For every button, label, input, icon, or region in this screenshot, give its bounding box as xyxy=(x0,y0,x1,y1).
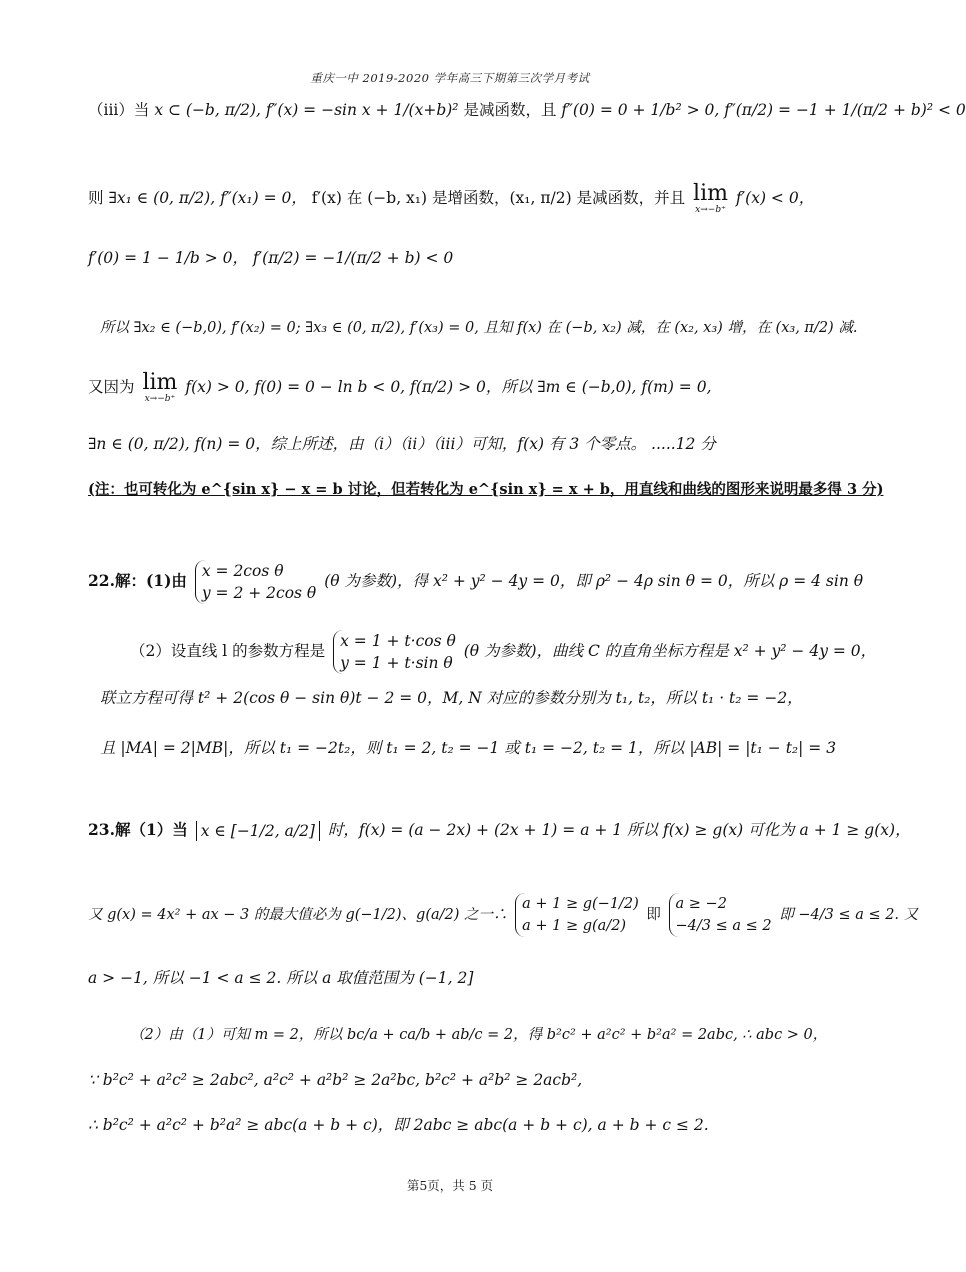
q23d-text: （2）由（1）可知 m = 2，所以 bc/a + ca/b + ab/c = 2，得 b²c² + a²c² + b²a² = 2abc, ∴ abc > 0， xyxy=(130,1027,828,1043)
q23-lead: 23.解（1）当 xyxy=(88,820,188,839)
text-line-fprime xyxy=(88,248,818,268)
q22-system: x = 2cos θ y = 2 + 2cos θ xyxy=(195,560,316,604)
iii-math: x ⊂ (−b, π/2), f″(x) = −sin x + 1/(x+b)² xyxy=(154,101,459,119)
q22d-text: 且 |MA| = 2|MB|，所以 t₁ = −2t₂，则 t₁ = 2, t₂ = −1 或 t₁ = −2, t₂ = 1，所以 |AB| = |t₁ − t₂| = 3 xyxy=(100,739,837,757)
q23-line-1 xyxy=(88,820,911,841)
limit-end: f(x) > 0, f(0) = 0 − ln b < 0, f(π/2) > 0，所以 ∃m ∈ (−b,0), f(m) = 0, xyxy=(185,378,712,396)
q23-end: 时，f(x) = (a − 2x) + (2x + 1) = a + 1 所以 f(x) ≥ g(x) 可化为 a + 1 ≥ g(x)， xyxy=(327,821,911,839)
limit-symbol: lim x→−b⁺ xyxy=(693,181,728,215)
q23-line-3 xyxy=(88,968,818,988)
q22b-end: (θ 为参数)，曲线 C 的直角坐标方程是 x² + y² − 4y = 0， xyxy=(463,642,877,660)
q23b-system-2: a ≥ −2 −4/3 ≤ a ≤ 2 xyxy=(669,893,772,937)
q23b-mid: 即 xyxy=(646,907,661,923)
q23b-system: a + 1 ≥ g(−1/2) a + 1 ≥ g(a/2) xyxy=(515,893,639,937)
limit-symbol-2: lim x→−b⁺ xyxy=(142,370,178,404)
x1-lead: 则 xyxy=(88,189,104,207)
q22-line-3 xyxy=(100,688,830,708)
q23-line-6 xyxy=(88,1115,818,1135)
q22-line-1 xyxy=(88,560,864,604)
x1-math: ∃x₁ ∈ (0, π/2), f″(x₁) = 0， xyxy=(108,189,307,207)
q22b-lead: （2）设直线 l 的参数方程是 xyxy=(130,642,326,660)
q23-interval: x ∈ [−1/2, a/2] xyxy=(196,821,320,841)
text-line-iii xyxy=(88,100,966,120)
q22b-system: x = 1 + t·cos θ y = 1 + t·sin θ xyxy=(333,630,456,674)
text-line-n xyxy=(88,434,818,454)
limit-lead: 又因为 xyxy=(88,378,135,396)
x1-mid: f′(x) 在 (−b, x₁) 是增函数，(x₁, π/2) 是减函数，并且 xyxy=(311,189,686,207)
note-line xyxy=(88,480,884,500)
page-footer: 第5页，共 5 页 xyxy=(406,1178,494,1193)
q23b-end: 即 −4/3 ≤ a ≤ 2. 又 xyxy=(779,907,919,923)
q23-line-2 xyxy=(88,893,919,937)
q22-end: (θ 为参数)，得 x² + y² − 4y = 0，即 ρ² − 4ρ sin θ = 0，所以 ρ = 4 sin θ xyxy=(324,572,864,590)
q23c-text: a > −1, 所以 −1 < a ≤ 2. 所以 a 取值范围为 (−1, 2] xyxy=(88,969,474,987)
x1-end: f′(x) < 0， xyxy=(735,189,815,207)
iii-lead: （iii）当 xyxy=(88,101,150,119)
q22-line-2 xyxy=(130,630,877,674)
q23-line-5 xyxy=(88,1070,818,1090)
text-line-x2x3 xyxy=(100,318,858,338)
page-header: 重庆一中 2019-2020 学年高三下期第三次学月考试 xyxy=(310,71,590,85)
q22c-text: 联立方程可得 t² + 2(cos θ − sin θ)t − 2 = 0，M, N 对应的参数分别为 t₁, t₂，所以 t₁ · t₂ = −2， xyxy=(100,689,803,707)
q22-line-4 xyxy=(100,738,837,758)
q22-lead: 22.解：(1)由 xyxy=(88,571,187,590)
q23e-text: ∵ b²c² + a²c² ≥ 2abc², a²c² + a²b² ≥ 2a²bc, b²c² + a²b² ≥ 2acb², xyxy=(88,1071,583,1089)
text-line-x1 xyxy=(88,183,818,215)
q23-line-4 xyxy=(130,1025,860,1045)
n-text: ∃n ∈ (0, π/2), f(n) = 0，综上所述，由（i）（ii）（iii）可知，f(x) 有 3 个零点。 .....12 分 xyxy=(88,435,716,453)
fprime-math: f′(0) = 1 − 1/b > 0， f′(π/2) = −1/(π/2 + b) < 0 xyxy=(88,249,454,267)
text-line-limit xyxy=(88,372,818,404)
x2x3-text: 所以 ∃x₂ ∈ (−b,0), f′(x₂) = 0; ∃x₃ ∈ (0, π/2), f′(x₃) = 0, 且知 f(x) 在 (−b, x₂) 减，在 (x₂, x₃) 增，在 (x₃, π/2) 减. xyxy=(100,320,858,336)
q23f-text: ∴ b²c² + a²c² + b²a² ≥ abc(a + b + c)，即 2abc ≥ abc(a + b + c), a + b + c ≤ 2. xyxy=(88,1116,709,1134)
iii-mid: 是减函数，且 xyxy=(463,101,557,119)
q23b-lead: 又 g(x) = 4x² + ax − 3 的最大值必为 g(−1/2)、g(a/2) 之一∴ xyxy=(88,907,508,923)
note-text: (注：也可转化为 e^{sin x} − x = b 讨论，但若转化为 e^{sin x} = x + b，用直线和曲线的图形来说明最多得 3 分) xyxy=(88,481,884,498)
iii-math2: f″(0) = 0 + 1/b² > 0, f″(π/2) = −1 + 1/(π/2 + b)² < 0 xyxy=(561,101,966,119)
